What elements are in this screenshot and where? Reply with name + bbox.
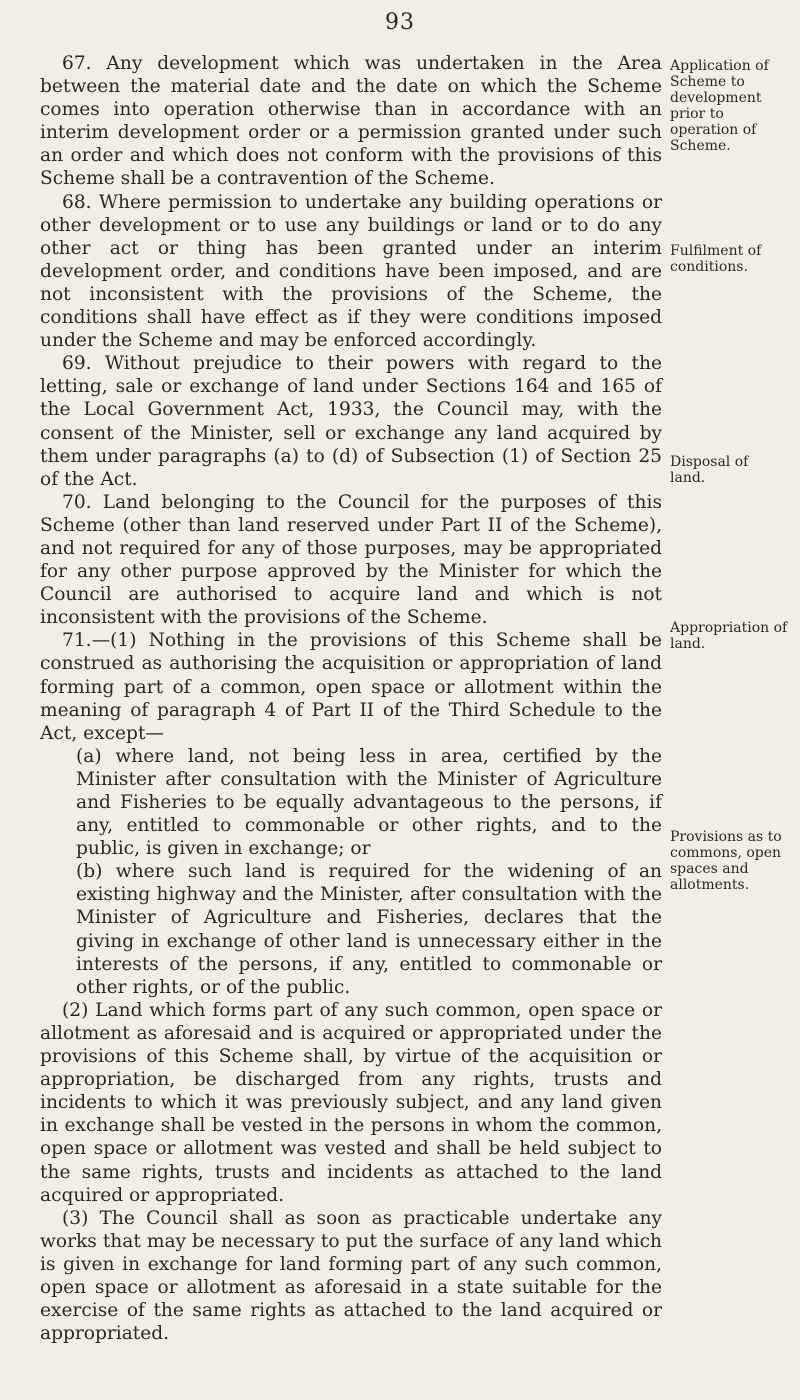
paragraph-71-1-a: (a) where land, not being less in area, certified by the Minister after consultation with the Minister of Agriculture and Fisheries to be equally advantageous to the persons, if any, entitled to commonable or other rights, and to the public, is given in exchange; or xyxy=(76,745,662,860)
paragraph-71-1-b: (b) where such land is required for the widening of an existing highway and the Minister, after consultation with the Minister of Agriculture and Fisheries, declares that the giving in exchange of other land is unnecessary either in the interests of the persons, if any, entitled to commonable or other rights, or of the public. xyxy=(76,861,662,998)
paragraph-71-1: 71.—(1) Nothing in the provisions of this Scheme shall be construed as authorising the acquisition or appropriation of land forming part of a common, open space or allotment within the meaning of paragraph 4 of Part II of the Third Schedule to the Act, except— xyxy=(40,630,662,744)
margin-note-commons: Provisions as to commons, open spaces and allotments. xyxy=(670,829,782,893)
paragraph-71-3: (3) The Council shall as soon as practicable undertake any works that may be necessary to put the surface of any land which is given in exchange for land forming part of any such common, open space or allotment as aforesaid in a state suitable for the exercise of the same rights as attached to the land acquired or appropriated. xyxy=(40,1207,662,1345)
paragraph-67: 67. Any development which was undertaken in the Area between the material date and the date on which the Scheme comes into operation otherwise than in accordance with an interim development order or a permission granted under such an order and which does not conform with the provisions of this Scheme shall be a contravention of the Scheme. xyxy=(40,53,662,190)
paragraph-71-2: (2) Land which forms part of any such common, open space or allotment as aforesaid and is acquired or appropriated under the provisions of this Scheme shall, by virtue of the acquisition or appropriation, be discharged from any rights, trusts and incidents to which it was previously subject, and any land given in exchange shall be vested in the persons in whom the common, open space or allotment was vested and shall be held subject to the same rights, trusts and incidents as attached to the land acquired or appropriated. xyxy=(40,999,662,1206)
paragraph-68: 68. Where permission to undertake any building operations or other development or to use any buildings or land or to do any other act or thing has been granted under an interim development order, and conditions have been imposed, and are not inconsistent with the provisions of the Scheme, the conditions shall have effect as if they were conditions imposed under the Scheme and may be enforced accordingly. xyxy=(40,191,662,352)
paragraph-70: 70. Land belonging to the Council for the purposes of this Scheme (other than land reserved under Part II of the Scheme), and not required for any of those purposes, may be appropriated for any other purpose approved by the Minister for which the Council are authorised to acquire land and which is not inconsistent with the provisions of the Scheme. xyxy=(40,491,662,629)
paragraph-69: 69. Without prejudice to their powers with regard to the letting, sale or exchange of land under Sections 164 and 165 of the Local Government Act, 1933, the Council may, with the consent of the Minister, sell or exchange any land acquired by them under paragraphs (a) to (d) of Subsection (1) of Section 25 of the Act. xyxy=(40,353,662,490)
margin-note-fulfilment: Fulfilment of conditions. xyxy=(670,243,762,275)
page-number: 93 xyxy=(385,10,415,35)
main-text xyxy=(40,52,662,1345)
margin-note-application: Application of Scheme to development prior to operation of Scheme. xyxy=(670,58,769,154)
margin-note-disposal: Disposal of land. xyxy=(670,454,749,486)
margin-note-appropriation: Appropriation of land. xyxy=(670,620,788,652)
